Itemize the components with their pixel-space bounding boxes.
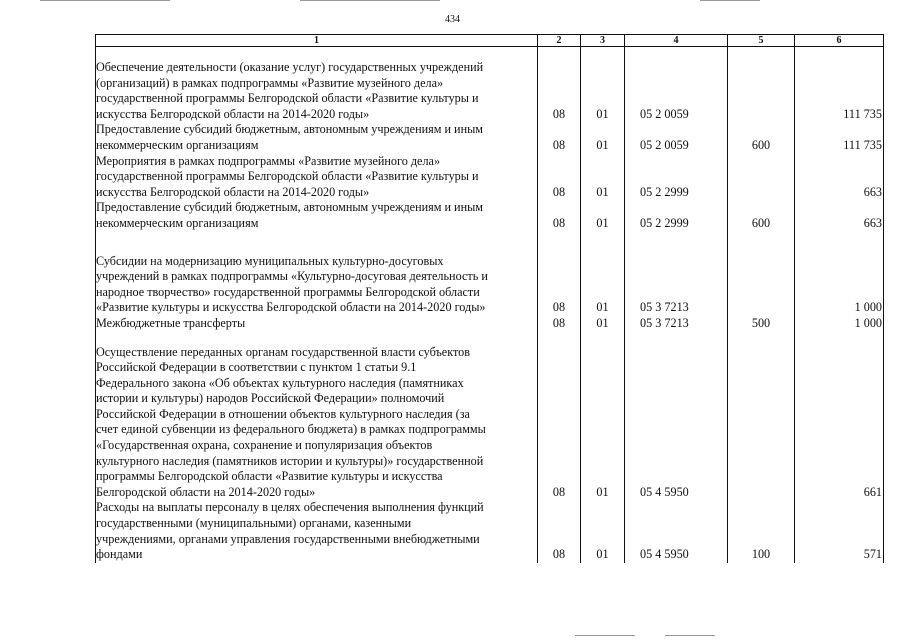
section-code: 08 (538, 200, 581, 231)
amount: 111 735 (795, 122, 884, 153)
amount: 571 (795, 500, 884, 562)
scan-edge-line (665, 635, 715, 636)
target-article-code: 05 2 2999 (625, 200, 728, 231)
header-col-5: 5 (728, 35, 795, 47)
header-col-1: 1 (96, 35, 538, 47)
target-article-code: 05 2 0059 (625, 122, 728, 153)
subsection-code: 01 (581, 316, 625, 332)
amount: 1 000 (795, 316, 884, 332)
subsection-code: 01 (581, 200, 625, 231)
table-row (96, 122, 884, 153)
subsection-code: 01 (581, 345, 625, 501)
scan-edge-line (40, 0, 170, 1)
scan-edge-line (575, 635, 635, 636)
table-row (96, 200, 884, 231)
row-description: Субсидии на модернизацию муниципальных культурно-досуговых учреждений в рамках подпрограммы «Культурно-досуговая деятельность и народное творчество» государственной программы Белгородской области «Развитие культуры и искусства Белгородской области на 2014-2020 годы» (96, 254, 538, 316)
amount: 1 000 (795, 254, 884, 316)
amount: 663 (795, 154, 884, 201)
section-code: 08 (538, 154, 581, 201)
target-article-code: 05 3 7213 (625, 254, 728, 316)
target-article-code: 05 4 5950 (625, 345, 728, 501)
expense-type-code (728, 254, 795, 316)
budget-table (95, 34, 884, 563)
section-code: 08 (538, 60, 581, 122)
subsection-code: 01 (581, 254, 625, 316)
header-col-4: 4 (625, 35, 728, 47)
amount: 661 (795, 345, 884, 501)
section-code: 08 (538, 316, 581, 332)
row-description: Осуществление переданных органам государственной власти субъектов Российской Федерации в соответствии с пунктом 1 статьи 9.1 Федерального закона «Об объектах культурного наследия (памятниках истории и культуры) народов Российской Федерации» полномочий Российской Федерации в отношении объектов культурного наследия (за счет единой субвенции из федерального бюджета) в рамках подпрограммы «Государственная охрана, сохранение и популяризация объектов культурного наследия (памятников истории и культуры)» государственной программы Белгородской области «Развитие культуры и искусства Белгородской области на 2014-2020 годы» (96, 345, 538, 501)
target-article-code: 05 2 2999 (625, 154, 728, 201)
header-col-6: 6 (795, 35, 884, 47)
section-code: 08 (538, 345, 581, 501)
table-row (96, 254, 884, 316)
subsection-code: 01 (581, 122, 625, 153)
row-description: Обеспечение деятельности (оказание услуг) государственных учреждений (организаций) в рамках подпрограммы «Развитие музейного дела» государственной программы Белгородской области «Развитие культуры и искусства Белгородской области на 2014-2020 годы» (96, 60, 538, 122)
target-article-code: 05 2 0059 (625, 60, 728, 122)
subsection-code: 01 (581, 60, 625, 122)
row-description: Предоставление субсидий бюджетным, автономным учреждениям и иным некоммерческим организациям (96, 200, 538, 231)
scan-edge-line (700, 0, 760, 1)
section-code: 08 (538, 500, 581, 562)
header-row (96, 35, 884, 47)
row-description: Расходы на выплаты персоналу в целях обеспечения выполнения функций государственными (муниципальными) органами, казенными учреждениями, органами управления государственными внебюджетными фондами (96, 500, 538, 562)
row-description: Мероприятия в рамках подпрограммы «Развитие музейного дела» государственной программы Белгородской области «Развитие культуры и искусства Белгородской области на 2014-2020 годы» (96, 154, 538, 201)
expense-type-code: 600 (728, 122, 795, 153)
target-article-code: 05 4 5950 (625, 500, 728, 562)
header-col-3: 3 (581, 35, 625, 47)
expense-type-code: 500 (728, 316, 795, 332)
table-row (96, 345, 884, 501)
subsection-code: 01 (581, 154, 625, 201)
target-article-code: 05 3 7213 (625, 316, 728, 332)
row-description: Предоставление субсидий бюджетным, автономным учреждениям и иным некоммерческим организациям (96, 122, 538, 153)
table-row (96, 316, 884, 332)
section-code: 08 (538, 254, 581, 316)
expense-type-code: 600 (728, 200, 795, 231)
expense-type-code (728, 345, 795, 501)
subsection-code: 01 (581, 500, 625, 562)
scan-edge-line (300, 0, 440, 1)
expense-type-code (728, 60, 795, 122)
expense-type-code: 100 (728, 500, 795, 562)
header-col-2: 2 (538, 35, 581, 47)
table-row (96, 154, 884, 201)
row-description: Межбюджетные трансферты (96, 316, 538, 332)
section-code: 08 (538, 122, 581, 153)
table-row (96, 500, 884, 562)
page-number: 434 (445, 14, 460, 25)
table-row (96, 60, 884, 122)
amount: 663 (795, 200, 884, 231)
expense-type-code (728, 154, 795, 201)
amount: 111 735 (795, 60, 884, 122)
